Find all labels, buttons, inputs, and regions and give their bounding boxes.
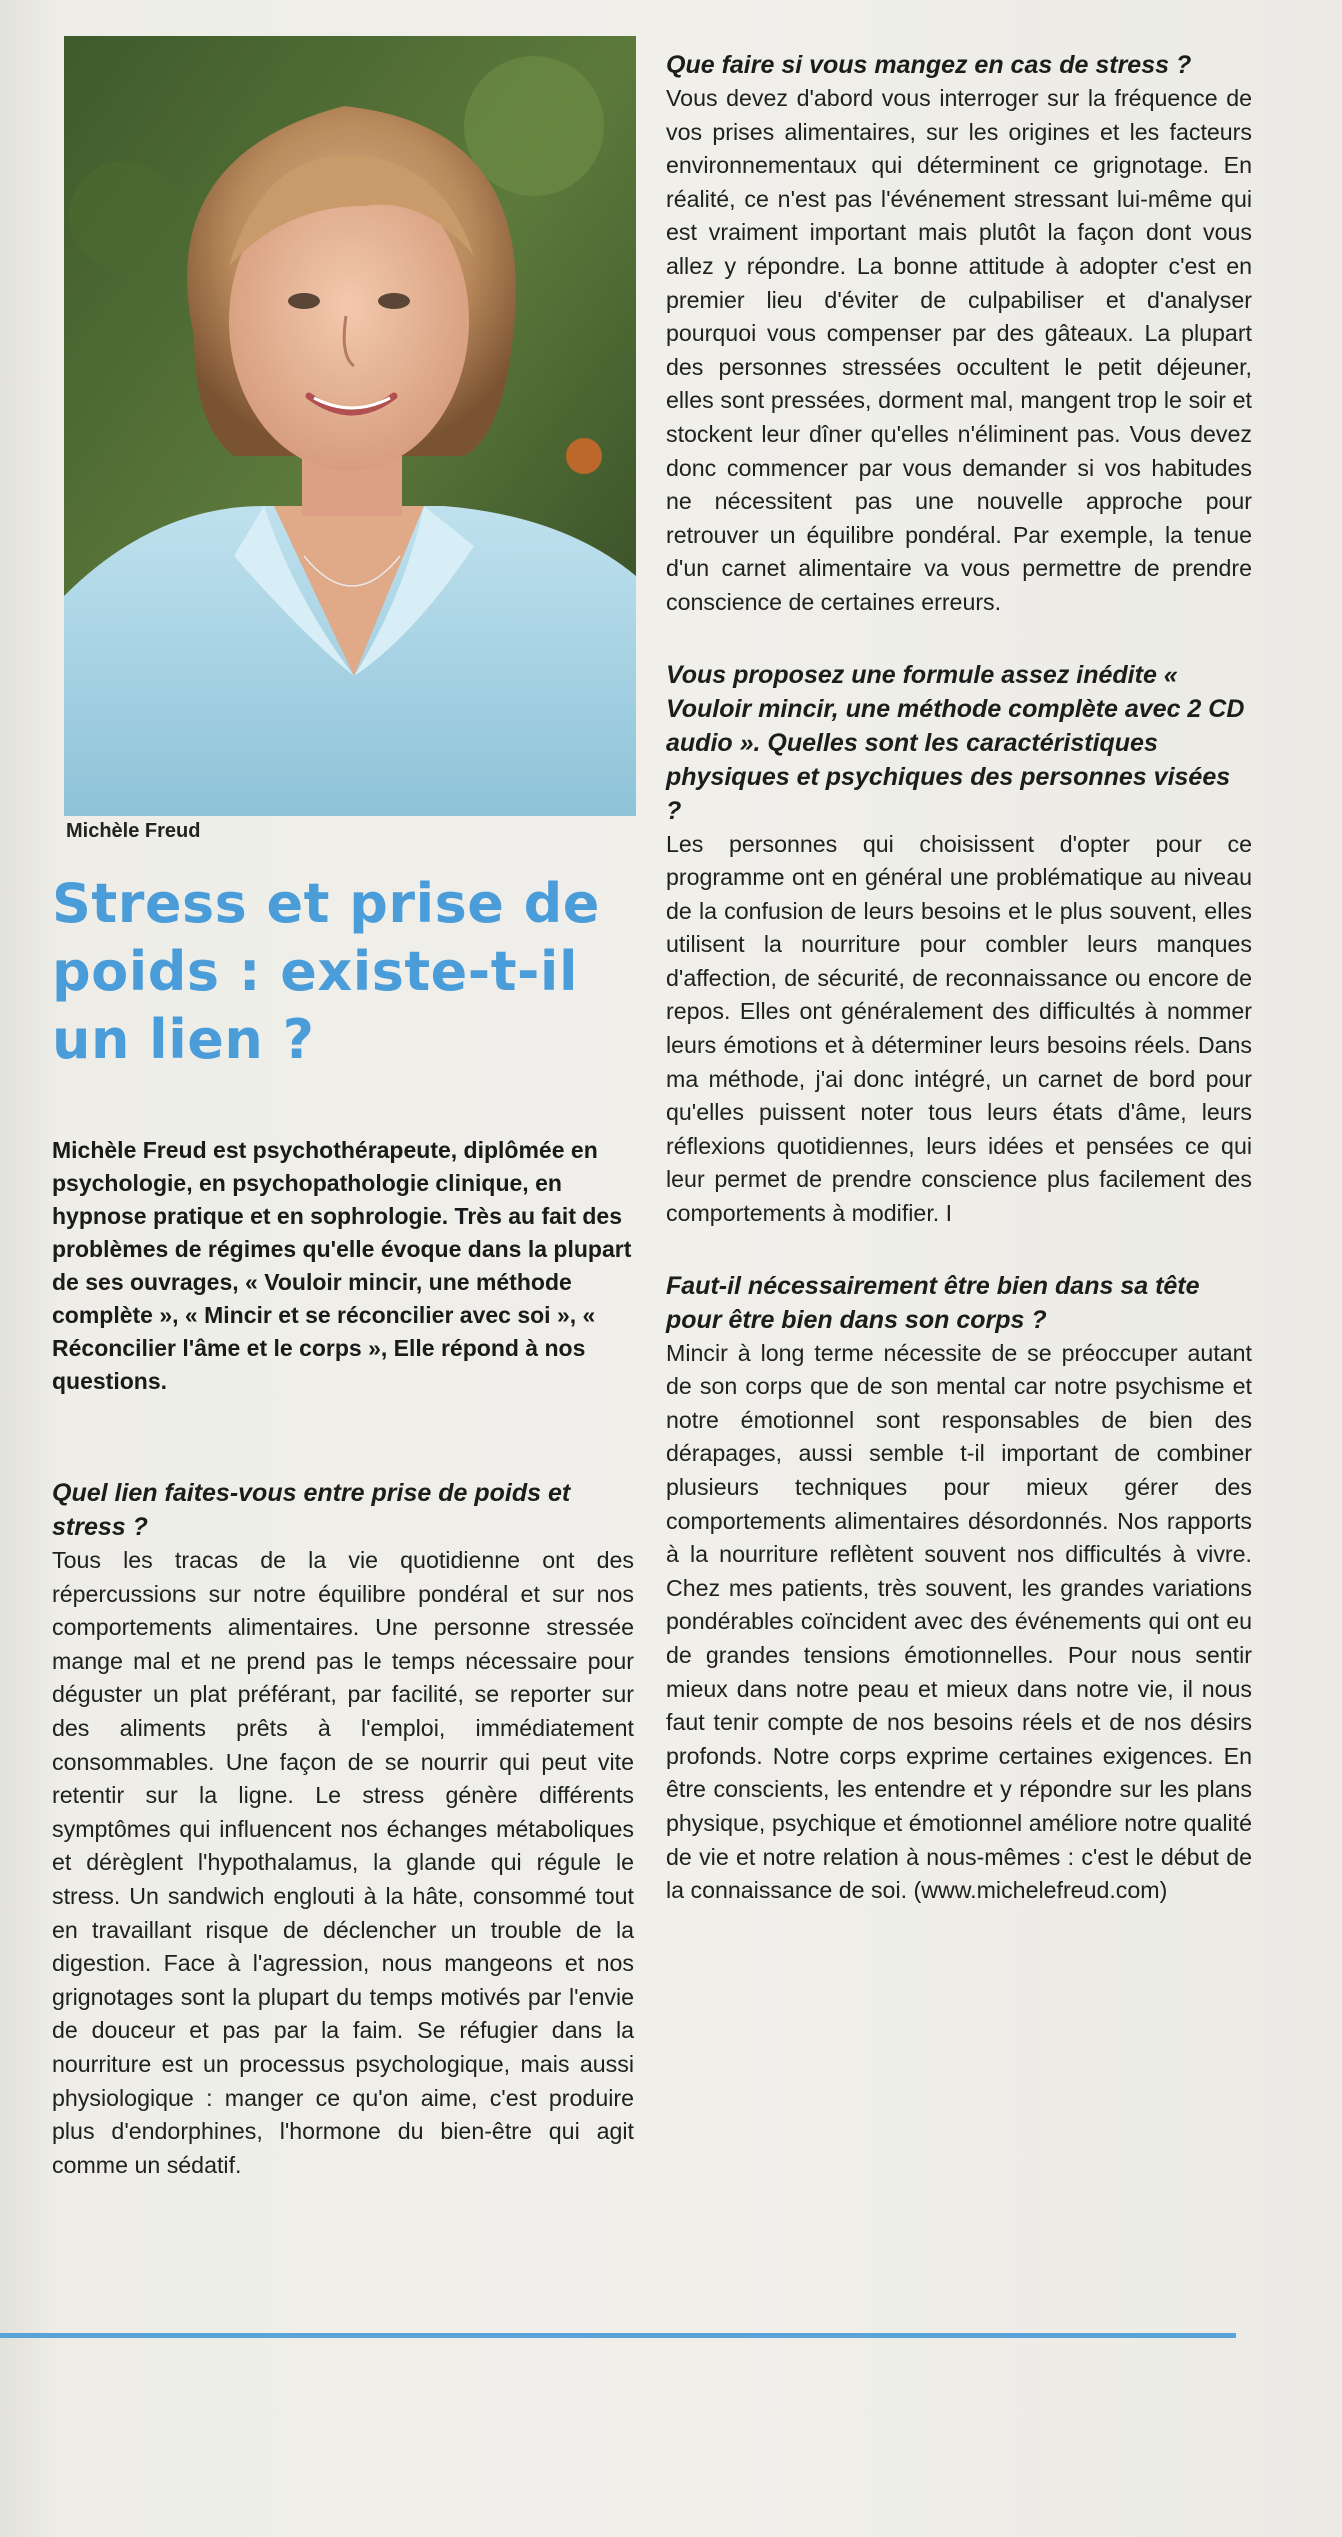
photo-caption: Michèle Freud xyxy=(66,820,201,842)
article-intro: Michèle Freud est psychothérapeute, diplômée en psychologie, en psychopathologie clinique, en hypnose pratique et en sophrologie. Très au fait des problèmes de régimes qu'elle évoque dans la plupart de ses ouvrages, « Vouloir mincir, une méthode complète », « Mincir et se réconcilier avec soi », « Réconcilier l'âme et le corps », Elle répond à nos questions. xyxy=(52,1137,632,1394)
right-column xyxy=(666,48,1252,1946)
left-column xyxy=(52,1476,634,2220)
bleed-through-margin xyxy=(0,0,40,2537)
qa-block xyxy=(666,48,1252,620)
answer: Vous devez d'abord vous interroger sur la fréquence de vos prises alimentaires, sur les origines et les facteurs environnementaux qui déterminent ce grignotage. En réalité, ce n'est pas l'événement stressant lui-même qui est vraiment important mais plutôt la façon dont vous allez y répondre. La bonne attitude à adopter c'est en premier lieu d'éviter de culpabiliser et d'analyser pourquoi vous compenser par des gâteaux. La plupart des personnes stressées occultent le petit déjeuner, elles sont pressées, dorment mal, mangent trop le soir et stockent leur dîner qu'elles n'éliminent pas. Vous devez donc commencer par vous demander si vos habitudes ne nécessitent pas une nouvelle approche pour retrouver un équilibre pondéral. Par exemple, la tenue d'un carnet alimentaire va vous permettre de prendre conscience de certaines erreurs. xyxy=(666,85,1252,615)
portrait-photo xyxy=(64,36,636,816)
qa-block xyxy=(666,658,1252,1231)
answer: Tous les tracas de la vie quotidienne ont des répercussions sur notre équilibre pondéral et sur nos comportements alimentaires. Une personne stressée mange mal et ne prend pas le temps nécessaire pour déguster un plat préférant, par facilité, se reporter sur des aliments prêts à l'emploi, immédiatement consommables. Une façon de se nourrir qui peut vite retentir sur la ligne. Le stress génère différents symptômes qui influencent nos échanges métaboliques et dérèglent l'hypothalamus, la glande qui régule le stress. Un sandwich englouti à la hâte, consommé tout en travaillant risque de déclencher un trouble de la digestion. Face à l'agression, nous mangeons et nos grignotages sont la plupart du temps motivés par l'envie de douceur et pas par la faim. Se réfugier dans la nourriture est un processus psychologique, mais aussi physiologique : manger ce qu'on aime, c'est produire plus d'endorphines, l'hormone du bien-être qui agit comme un sédatif. xyxy=(52,1547,634,2178)
question: Quel lien faites-vous entre prise de poids et stress ? xyxy=(52,1479,571,1541)
answer: Mincir à long terme nécessite de se préoccuper autant de son corps que de son mental car notre psychisme et notre émotionnel sont responsables de bien des dérapages, aussi semble t-il important de combiner plusieurs techniques pour mieux gérer des comportements alimentaires désordonnés. Nos rapports à la nourriture reflètent souvent nos difficultés à vivre. Chez mes patients, très souvent, les grandes variations pondérables coïncident avec des événements qui ont eu de grandes tensions émotionnelles. Pour nous sentir mieux dans notre peau et mieux dans notre vie, il nous faut tenir compte de nos besoins réels et de nos désirs profonds. Notre corps exprime certaines exigences. En être conscients, les entendre et y répondre sur les plans physique, psychique et émotionnel améliore notre qualité de vie et notre relation à nous-mêmes : c'est le début de la connaissance de soi. (www.michelefreud.com) xyxy=(666,1339,1252,1904)
portrait-illustration xyxy=(64,36,636,816)
qa-block xyxy=(52,1476,634,2182)
question: Faut-il nécessairement être bien dans sa tête pour être bien dans son corps ? xyxy=(666,1271,1200,1334)
qa-block xyxy=(666,1269,1252,1908)
bottom-rule xyxy=(0,2333,1236,2338)
question: Que faire si vous mangez en cas de stress ? xyxy=(666,51,1192,79)
answer: Les personnes qui choisissent d'opter pour ce programme ont en général une problématique au niveau de la confusion de leurs besoins et le plus souvent, elles utilisent la nourriture pour combler leurs manques d'affection, de sécurité, de reconnaissance ou encore de repos. Elles ont généralement des difficultés à nommer leurs émotions et à déterminer leurs besoins réels. Dans ma méthode, j'ai donc intégré, un carnet de bord pour qu'elles puissent noter tous leurs états d'âme, leurs réflexions quotidiennes, leurs idées et pensées ce qui leur permet de prendre conscience plus facilement des comportements à modifier. I xyxy=(666,830,1252,1227)
question: Vous proposez une formule assez inédite « Vouloir mincir, une méthode complète avec 2 CD audio ». Quelles sont les caractéristiques physiques et psychiques des personnes visées ? xyxy=(666,660,1245,825)
article-headline: Stress et prise de poids : existe-t-il un lien ? xyxy=(52,872,600,1071)
